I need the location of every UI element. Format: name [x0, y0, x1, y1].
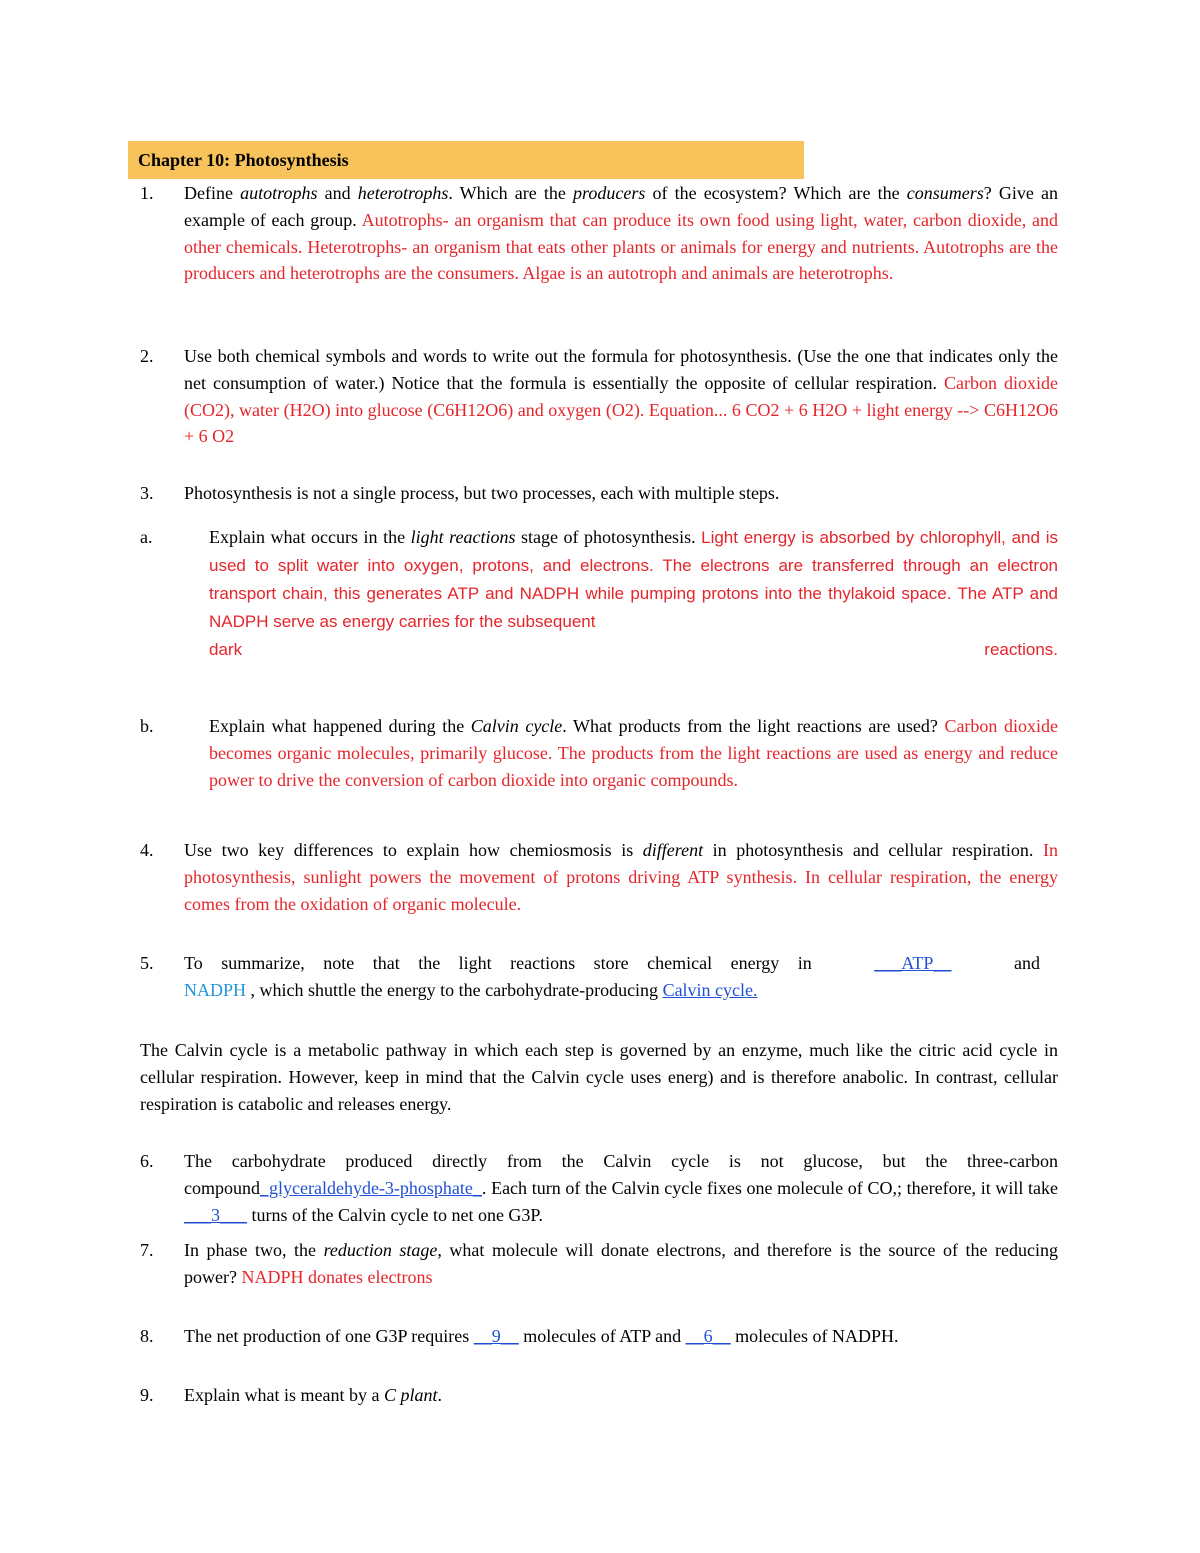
answer-text: Carbon dioxide becomes organic molecules, primarily glucose. The products from the light reactions are used as energy and reduce power to drive the conversion of carbon dioxide into organic compounds. — [209, 716, 1058, 790]
question-number: 2. — [140, 346, 154, 366]
question-3b — [140, 713, 1058, 821]
answer-text: In photosynthesis, sunlight powers the movement of protons driving ATP synthesis. In cellular respiration, the energy comes from the oxidation of organic molecule. — [184, 840, 1059, 914]
answer-text-end-right: reactions. — [984, 640, 1058, 659]
question-number: b. — [140, 716, 154, 736]
answer-blank-nadph: NADPH — [184, 979, 247, 1000]
question-7 — [140, 1237, 1058, 1293]
question-text: Explain what happened during the Calvin cycle. What products from the light reactions are used? Carbon dioxide becomes organic molecules, primarily glucose. The products from the light reactions are used as energy and reduce power to drive the conversion of carbon dioxide into organic compounds. — [209, 716, 1058, 790]
answer-blank-nadph-count: __6__ — [685, 1326, 731, 1346]
chapter-heading: Chapter 10: Photosynthesis — [128, 141, 804, 179]
answer-blank-atp: ___ATP__ — [874, 953, 952, 973]
question-5 — [140, 950, 1058, 1006]
answer-blank-turns: ___3___ — [184, 1204, 247, 1225]
question-text: The carbohydrate produced directly from the Calvin cycle is not glucose, but the three-carbon compound_glyceraldehyde-3-phosphate_. Each turn of the Calvin cycle fixes one molecule of CO,; therefore, it will take ___3___ turns of the Calvin cycle to net one G3P. — [184, 1151, 1058, 1225]
question-number: 1. — [140, 183, 154, 203]
answer-text: Carbon dioxide (CO2), water (H2O) into glucose (C6H12O6) and oxygen (O2). Equation... 6 CO2 + 6 H2O + light energy --> C6H12O6 + 6 O2 — [184, 372, 1058, 447]
question-number: 6. — [140, 1151, 154, 1171]
question-2 — [140, 343, 1058, 453]
question-text: In phase two, the reduction stage, what molecule will donate electrons, and therefore is the source of the reducing power? NADPH donates electrons — [184, 1240, 1058, 1287]
question-number: 9. — [140, 1385, 154, 1405]
question-number: 5. — [140, 953, 154, 973]
question-3 — [140, 480, 1058, 508]
question-text: The net production of one G3P requires __9__ molecules of ATP and __6__ molecules of NADPH. — [184, 1326, 899, 1346]
answer-text: Light energy is absorbed by chlorophyll, and is used to split water into oxygen, protons, and electrons. The electrons are transferred through an electron transport chain, this generates ATP and NADPH while pumping protons into the thylakoid space. The ATP and NADPH serve as energy carries for the subsequent — [209, 528, 1058, 631]
question-number: 8. — [140, 1326, 154, 1346]
question-text: Define autotrophs and heterotrophs. Which are the producers of the ecosystem? Which are the consumers? Give an example of each group. Autotrophs- an organism that can produce its own food using light, water, carbon dioxide, and other chemicals. Heterotrophs- an organism that eats other plants or animals for energy and nutrients. Autotrophs are the producers and heterotrophs are the consumers. Algae is an autotroph and animals are heterotrophs. — [184, 183, 1058, 284]
question-number: 7. — [140, 1240, 154, 1260]
question-9 — [140, 1382, 1058, 1410]
question-4 — [140, 837, 1058, 919]
question-text: Photosynthesis is not a single process, but two processes, each with multiple steps. — [184, 483, 780, 503]
question-3a — [140, 524, 1058, 672]
calvin-cycle-paragraph: The Calvin cycle is a metabolic pathway in which each step is governed by an enzyme, much like the citric acid cycle in cellular respiration. However, keep in mind that the Calvin cycle uses energ) and is therefore anabolic. In contrast, cellular respiration is catabolic and releases energy. — [140, 1040, 1058, 1114]
answer-blank-calvin: Calvin cycle. — [662, 979, 758, 1000]
answer-blank-atp-count: __9__ — [473, 1326, 519, 1346]
question-text: Explain what is meant by a C plant. — [184, 1385, 442, 1405]
question-8 — [140, 1323, 1058, 1351]
question-text: Explain what occurs in the light reactions stage of photosynthesis. Light energy is absorbed by chlorophyll, and is used to split water into oxygen, protons, and electrons. The electrons are transferred through an electron transport chain, this generates ATP and NADPH while pumping protons into the thylakoid space. The ATP and NADPH serve as energy carries for the subsequent dark reactions. — [209, 524, 1058, 664]
question-number: a. — [140, 527, 153, 547]
question-1 — [140, 180, 1058, 316]
answer-text: Autotrophs- an organism that can produce its own food using light, water, carbon dioxide, and other chemicals. Heterotrophs- an organism that eats other plants or animals for energy and nutrients. Autotrophs are the producers and heterotrophs are the consumers. Algae is an autotroph and animals are heterotrophs. — [184, 209, 1058, 284]
answer-blank-g3p: _glyceraldehyde-3-phosphate_ — [260, 1177, 482, 1198]
answer-text: NADPH donates electrons — [241, 1266, 433, 1287]
question-text: To summarize, note that the light reactions store chemical energy in ___ATP__ and NADPH , which shuttle the energy to the carbohydrate-producing Calvin cycle. — [184, 950, 1040, 1004]
question-text: Use both chemical symbols and words to write out the formula for photosynthesis. (Use the one that indicates only the net consumption of water.) Notice that the formula is essentially the opposite of cellular respiration. Carbon dioxide (CO2), water (H2O) into glucose (C6H12O6) and oxygen (O2). Equation... 6 CO2 + 6 H2O + light energy --> C6H12O6 + 6 O2 — [184, 346, 1058, 447]
question-number: 3. — [140, 483, 154, 503]
question-6 — [140, 1148, 1058, 1230]
question-text: Use two key differences to explain how chemiosmosis is different in photosynthesis and cellular respiration. In photosynthesis, sunlight powers the movement of protons driving ATP synthesis. In cellular respiration, the energy comes from the oxidation of organic molecule. — [184, 840, 1059, 914]
question-number: 4. — [140, 840, 154, 860]
answer-text-end-left: dark — [209, 640, 243, 659]
